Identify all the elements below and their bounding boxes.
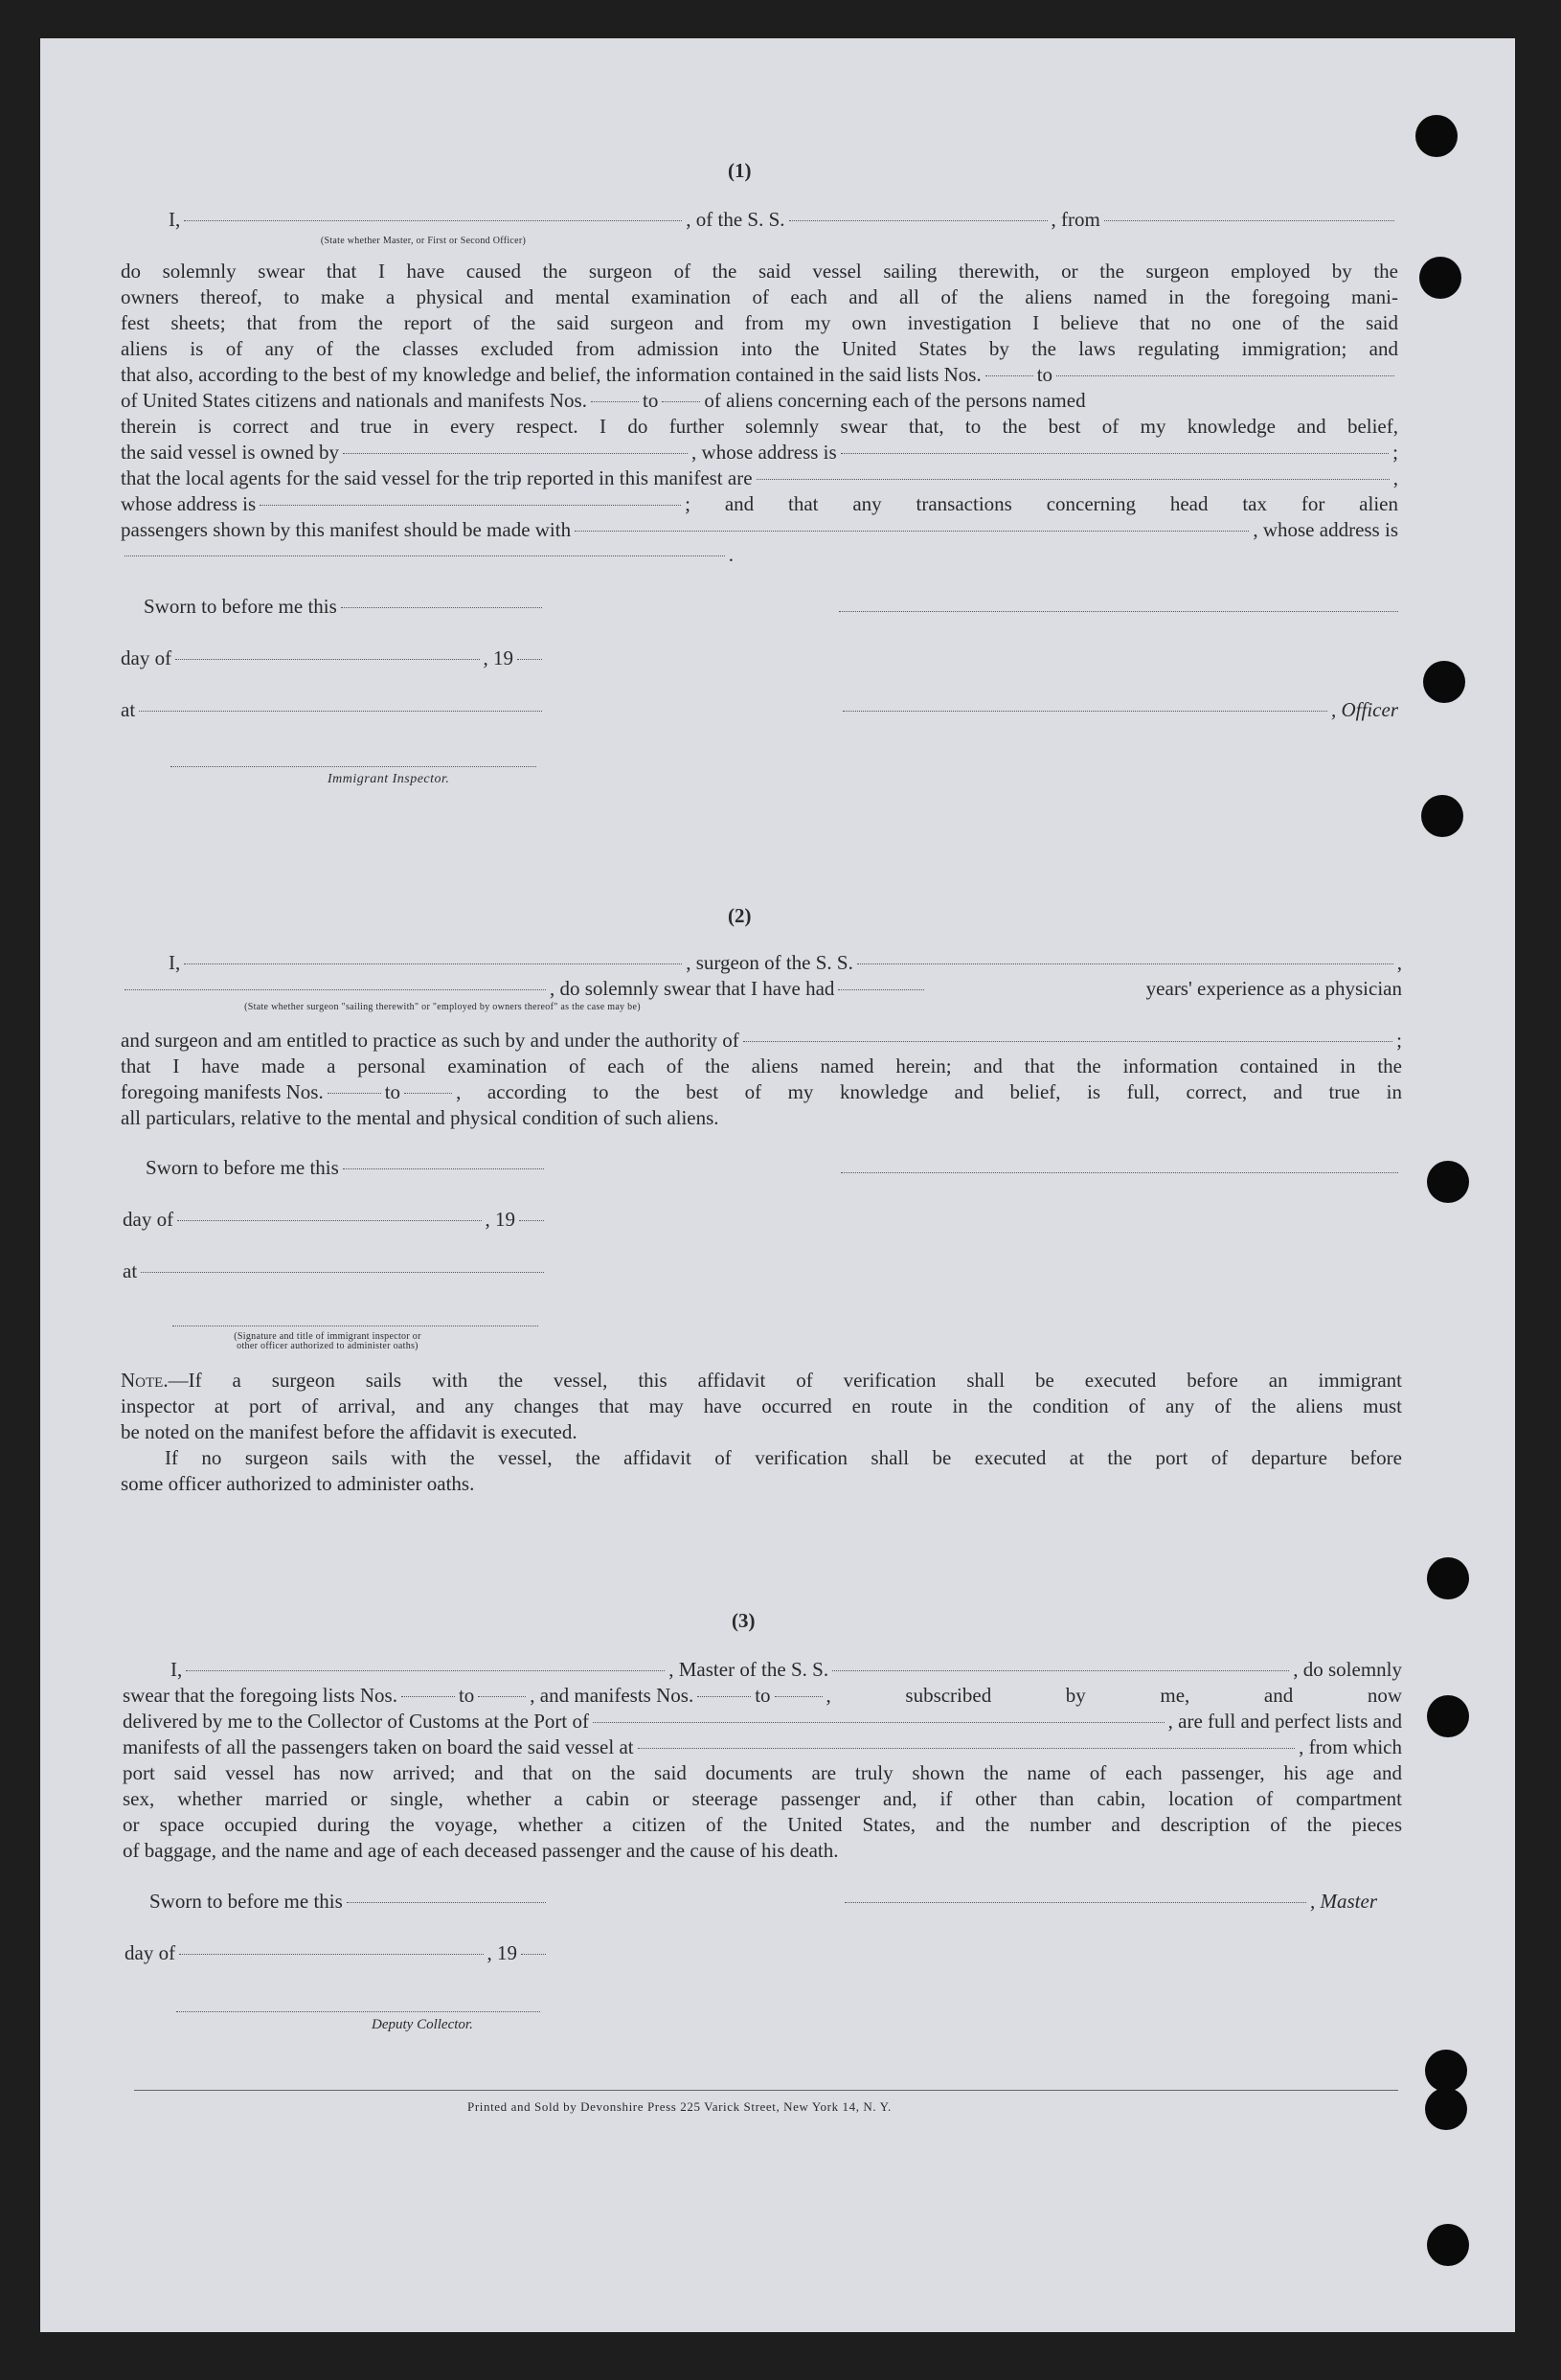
s3-lists-to-blank[interactable] xyxy=(478,1696,526,1697)
s2-at-line: at xyxy=(123,1258,548,1284)
punch-hole-1 xyxy=(1415,115,1458,157)
s2-vessel-blank[interactable] xyxy=(857,963,1393,964)
s1-officer-blank[interactable] xyxy=(843,711,1327,712)
s3-line-6: sex, whether married or single, whether a cabin or steerage passenger and, if other than cabin, location of compartment xyxy=(123,1787,1402,1810)
note-line-5: some officer authorized to administer oaths. xyxy=(121,1472,475,1495)
s3-collector-blank[interactable] xyxy=(176,2011,540,2012)
manifests-from-blank[interactable] xyxy=(591,401,639,402)
s3-line-7: or space occupied during the voyage, whether a citizen of the United States, and the number and description of the pieces xyxy=(123,1813,1402,1836)
from-port-blank[interactable] xyxy=(1104,220,1394,221)
s1-para-line-5: that also, according to the best of my knowledge and belief, the information contained in the said lists Nos. to xyxy=(121,362,1398,388)
s1-day-line: day of , 19 xyxy=(121,646,546,671)
s3-port-blank[interactable] xyxy=(593,1722,1165,1723)
punch-hole-9 xyxy=(1425,2088,1467,2130)
note-line-4: If no surgeon sails with the vessel, the affidavit of verification shall be executed at the port of departure before xyxy=(165,1446,1402,1469)
s3-sworn-line: Sworn to before me this xyxy=(149,1889,550,1915)
surgeon-status-blank[interactable] xyxy=(124,989,546,990)
s1-para-line-6: of United States citizens and nationals and manifests Nos. to of aliens concerning each of the persons named xyxy=(121,389,1086,412)
s1-para-line-1: do solemnly swear that I have caused the surgeon of the said vessel sailing therewith, or the surgeon employed by the xyxy=(121,260,1398,283)
s2-signature-blank[interactable] xyxy=(841,1172,1398,1173)
master-name-blank[interactable] xyxy=(184,220,682,221)
punch-hole-7 xyxy=(1427,1695,1469,1737)
s3-line-3: delivered by me to the Collector of Customs at the Port of , are full and perfect lists and xyxy=(123,1710,1402,1733)
s2-line-2: , do solemnly swear that I have had years' experience as a physician xyxy=(121,976,1402,1002)
s1-inspector-label: Immigrant Inspector. xyxy=(328,772,450,786)
s1-sworn-line: Sworn to before me this xyxy=(144,594,546,620)
note-line-2: inspector at port of arrival, and any changes that may have occurred en route in the condition of any of the aliens must xyxy=(121,1394,1402,1417)
local-agents-blank[interactable] xyxy=(757,479,1390,480)
officer-caption: (State whether Master, or First or Second Officer) xyxy=(320,236,527,246)
s1-para-line-2: owners thereof, to make a physical and mental examination of each and all of the aliens named in the foregoing mani- xyxy=(121,285,1398,308)
authority-blank[interactable] xyxy=(743,1041,1392,1042)
s2-day-blank[interactable] xyxy=(177,1220,481,1221)
s1-para-line-3: fest sheets; that from the report of the said surgeon and from my own investigation I believe that no one of the said xyxy=(121,311,1398,334)
s3-sworn-date-blank[interactable] xyxy=(347,1902,546,1903)
s3-day-blank[interactable] xyxy=(179,1954,483,1955)
lists-from-blank[interactable] xyxy=(985,375,1033,376)
s3-manifests-to-blank[interactable] xyxy=(775,1696,823,1697)
punch-hole-10 xyxy=(1427,2224,1469,2266)
owner-address-blank[interactable] xyxy=(841,453,1389,454)
section-1-heading: (1) xyxy=(728,159,752,182)
s2-day-line: day of , 19 xyxy=(123,1207,548,1233)
s2-line-1: I, , surgeon of the S. S. , xyxy=(169,951,1402,974)
s1-at-line: at xyxy=(121,697,546,723)
s3-day-line: day of , 19 xyxy=(124,1940,550,1966)
s3-line-8: of baggage, and the name and age of each deceased passenger and the cause of his death. xyxy=(123,1839,839,1862)
vessel-name-blank[interactable] xyxy=(789,220,1048,221)
surgeon-name-blank[interactable] xyxy=(184,963,682,964)
note-line-3: be noted on the manifest before the affidavit is executed. xyxy=(121,1420,577,1443)
s1-para-line-7: therein is correct and true in every respect. I do further solemnly swear that, to the best of my knowledge and belief, xyxy=(121,415,1398,438)
s2-line-6: all particulars, relative to the mental and physical condition of such aliens. xyxy=(121,1106,719,1129)
s1-para-line-10: whose address is ; and that any transactions concerning head tax for alien xyxy=(121,492,1398,515)
s3-line-1: I, , Master of the S. S. , do solemnly xyxy=(170,1658,1402,1681)
head-tax-party-blank[interactable] xyxy=(575,531,1249,532)
s2-manifests-from-blank[interactable] xyxy=(328,1093,381,1094)
s3-year-blank[interactable] xyxy=(521,1954,546,1955)
s1-year-blank[interactable] xyxy=(517,659,542,660)
lists-to-blank[interactable] xyxy=(1056,375,1394,376)
s1-officer-line: , Officer xyxy=(839,697,1398,723)
head-tax-address-blank[interactable] xyxy=(124,555,725,556)
s1-para-line-9: that the local agents for the said vessel for the trip reported in this manifest are , xyxy=(121,466,1398,489)
s3-embark-port-blank[interactable] xyxy=(638,1748,1296,1749)
s1-at-blank[interactable] xyxy=(139,711,542,712)
s2-sworn-line: Sworn to before me this xyxy=(146,1155,548,1181)
note-line-1: Note. —If a surgeon sails with the vessel, this affidavit of verification shall be executed before an immigrant xyxy=(121,1369,1402,1392)
punch-hole-4 xyxy=(1421,795,1463,837)
section-2-heading: (2) xyxy=(728,904,752,927)
s3-master-name-blank[interactable] xyxy=(186,1670,665,1671)
s2-sworn-date-blank[interactable] xyxy=(343,1168,544,1169)
s3-master-line: , Master xyxy=(841,1889,1377,1915)
s1-day-blank[interactable] xyxy=(175,659,479,660)
s2-line-4: that I have made a personal examination of each of the aliens named herein; and that the information contained in the xyxy=(121,1054,1402,1077)
s1-para-line-8: the said vessel is owned by , whose address is ; xyxy=(121,441,1398,464)
s3-master-signature-blank[interactable] xyxy=(845,1902,1306,1903)
punch-hole-5 xyxy=(1427,1161,1469,1203)
s1-sworn-date-blank[interactable] xyxy=(341,607,542,608)
punch-hole-8 xyxy=(1425,2050,1467,2092)
s2-line-5: foregoing manifests Nos. to , according to the best of my knowledge and belief, is full, correct, and true in xyxy=(121,1080,1402,1103)
years-experience-blank[interactable] xyxy=(838,989,924,990)
section-3-heading: (3) xyxy=(732,1609,756,1632)
printer-imprint: Printed and Sold by Devonshire Press 225 Varick Street, New York 14, N. Y. xyxy=(467,2099,892,2114)
s1-signature-blank[interactable] xyxy=(839,611,1398,612)
s2-line-3: and surgeon and am entitled to practice as such by and under the authority of ; xyxy=(121,1029,1402,1052)
agents-address-blank[interactable] xyxy=(260,505,681,506)
form-page xyxy=(40,38,1515,2332)
s2-year-blank[interactable] xyxy=(519,1220,544,1221)
punch-hole-2 xyxy=(1419,257,1461,299)
s3-manifests-from-blank[interactable] xyxy=(697,1696,751,1697)
punch-hole-6 xyxy=(1427,1557,1469,1599)
owner-blank[interactable] xyxy=(343,453,688,454)
s3-vessel-blank[interactable] xyxy=(832,1670,1289,1671)
s3-line-5: port said vessel has now arrived; and that on the said documents are truly shown the name of each passenger, his age and xyxy=(123,1761,1402,1784)
s3-lists-from-blank[interactable] xyxy=(401,1696,455,1697)
s2-signature-caption-1: (Signature and title of immigrant inspector or xyxy=(234,1331,421,1342)
punch-hole-3 xyxy=(1423,661,1465,703)
s1-para-line-4: aliens is of any of the classes excluded from admission into the United States by the laws regulating immigration; and xyxy=(121,337,1398,360)
s2-at-blank[interactable] xyxy=(141,1272,544,1273)
s3-line-2: swear that the foregoing lists Nos. to , and manifests Nos. to , subscribed by me, and now xyxy=(123,1684,1402,1707)
s1-line-1: I, , of the S. S. , from xyxy=(169,207,1398,233)
s3-line-4: manifests of all the passengers taken on board the said vessel at , from which xyxy=(123,1735,1402,1758)
s2-signature-caption-2: other officer authorized to administer oaths) xyxy=(237,1341,419,1351)
s1-para-line-12: . xyxy=(121,542,734,568)
s1-inspector-blank[interactable] xyxy=(170,766,536,767)
manifests-to-blank[interactable] xyxy=(662,401,700,402)
surgeon-caption: (State whether surgeon "sailing therewith" or "employed by owners thereof" as the case may be) xyxy=(244,1002,641,1012)
footer-rule xyxy=(134,2090,1398,2091)
s1-para-line-11: passengers shown by this manifest should be made with , whose address is xyxy=(121,518,1398,541)
s3-collector-label: Deputy Collector. xyxy=(372,2017,473,2032)
s2-manifests-to-blank[interactable] xyxy=(404,1093,452,1094)
